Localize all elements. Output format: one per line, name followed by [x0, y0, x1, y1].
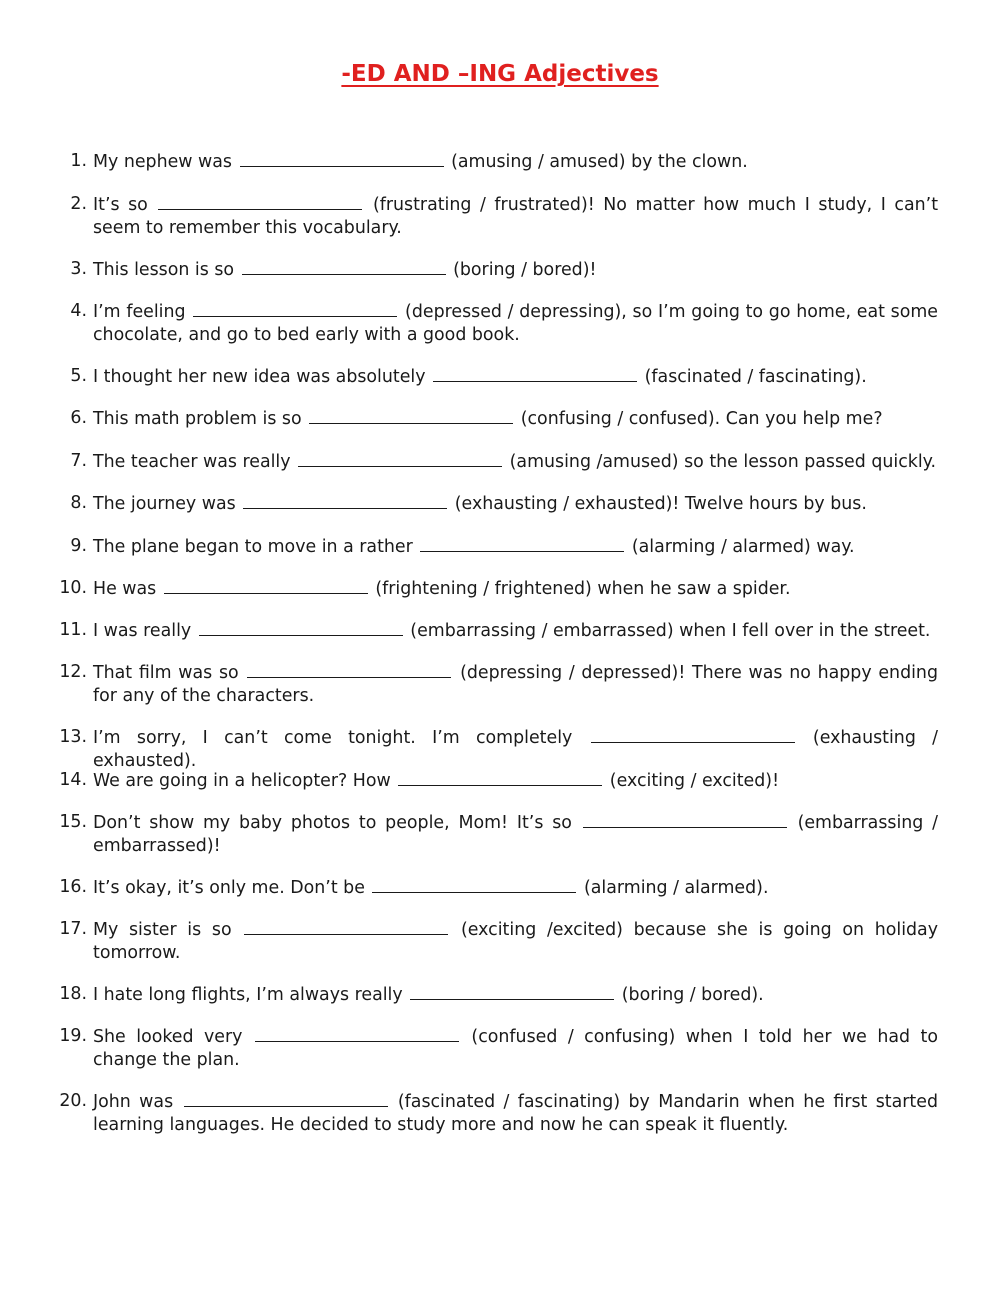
item-text-after: (embarrassing / embarrassed) when I fell over in the street. [410, 621, 931, 641]
item-text-after: (fascinated / fascinating). [644, 367, 867, 387]
exercise-item [70, 150, 938, 174]
item-text-after: (frightening / frightened) when he saw a spider. [375, 579, 791, 599]
item-text-after: (depressing / depressed)! There was no happy ending for any of the characters. [93, 663, 938, 706]
item-text-before: We are going in a helicopter? How [93, 771, 391, 791]
item-number: 6. [70, 408, 87, 428]
item-number: 17. [59, 919, 87, 939]
answer-blank[interactable] [164, 577, 368, 594]
item-text-after: (alarming / alarmed) way. [631, 537, 855, 557]
exercise-item [59, 983, 938, 1007]
answer-blank[interactable] [410, 983, 614, 1000]
exercise-item [59, 661, 938, 708]
exercise-item [70, 535, 938, 559]
answer-blank[interactable] [255, 1025, 459, 1042]
answer-blank[interactable] [298, 450, 502, 467]
exercise-item [59, 876, 938, 900]
item-text-before: It’s so [93, 195, 148, 215]
item-text-after: (exhausting / exhausted)! Twelve hours by bus. [454, 494, 867, 514]
exercise-item [59, 577, 938, 601]
item-text-after: (exciting / excited)! [609, 771, 780, 791]
item-number: 10. [59, 578, 87, 598]
answer-blank[interactable] [158, 193, 362, 210]
exercise-item [70, 492, 938, 516]
answer-blank[interactable] [372, 876, 576, 893]
item-text-after: (amusing /amused) so the lesson passed quickly. [509, 452, 937, 472]
answer-blank[interactable] [420, 535, 624, 552]
item-text-after: (confusing / confused). Can you help me? [520, 409, 883, 429]
item-text-before: This lesson is so [93, 260, 235, 280]
item-text-before: It’s okay, it’s only me. Don’t be [93, 878, 365, 898]
item-text-before: I thought her new idea was absolutely [93, 367, 426, 387]
answer-blank[interactable] [242, 258, 446, 275]
item-text-before: This math problem is so [93, 409, 302, 429]
answer-blank[interactable] [247, 661, 451, 678]
item-number: 5. [70, 366, 87, 386]
answer-blank[interactable] [240, 150, 444, 167]
answer-blank[interactable] [244, 918, 448, 935]
worksheet-title-text: -ED AND –ING Adjectives [341, 61, 659, 87]
item-number: 16. [59, 877, 87, 897]
item-number: 19. [59, 1026, 87, 1046]
item-number: 2. [70, 194, 87, 214]
exercise-item [70, 193, 939, 240]
answer-blank[interactable] [199, 619, 403, 636]
item-number: 20. [59, 1091, 87, 1111]
item-number: 9. [70, 536, 87, 556]
item-text-after: (confused / confusing) when I told her we had to change the plan. [93, 1027, 939, 1070]
item-text-before: My nephew was [93, 152, 232, 172]
exercise-item [70, 300, 939, 347]
item-text-after: (alarming / alarmed). [583, 878, 769, 898]
item-text-before: He was [93, 579, 157, 599]
exercise-item [59, 811, 939, 858]
exercise-item [70, 365, 938, 389]
answer-blank[interactable] [583, 811, 787, 828]
exercise-item [59, 918, 939, 965]
item-text-before: That film was so [93, 663, 239, 683]
exercise-item [70, 258, 938, 282]
exercise-item [70, 407, 938, 431]
exercise-item [59, 1090, 938, 1137]
item-number: 18. [59, 984, 87, 1004]
item-number: 8. [70, 493, 87, 513]
item-text-after: (exhausting / exhausted). [93, 728, 939, 771]
answer-blank[interactable] [433, 365, 637, 382]
answer-blank[interactable] [243, 492, 447, 509]
exercise-item [59, 1025, 939, 1072]
item-text-before: She looked very [93, 1027, 243, 1047]
item-text-after: (fascinated / fascinating) by Mandarin when he first started learning languages. He decided to study more and now he can speak it fluently. [93, 1092, 938, 1135]
item-number: 14. [59, 770, 87, 790]
answer-blank[interactable] [398, 769, 602, 786]
item-text-after: (depressed / depressing), so I’m going to go home, eat some chocolate, and go to bed early with a good book. [93, 302, 939, 345]
item-text-after: (amusing / amused) by the clown. [451, 152, 748, 172]
item-text-before: I was really [93, 621, 192, 641]
exercise-item [70, 450, 938, 474]
item-text-after: (frustrating / frustrated)! No matter how much I study, I can’t seem to remember this vocabulary. [93, 195, 939, 238]
item-number: 1. [70, 151, 87, 171]
item-text-before: I hate long flights, I’m always really [93, 985, 403, 1005]
item-text-after: (exciting /excited) because she is going on holiday tomorrow. [93, 920, 939, 963]
item-text-after: (embarrassing / embarrassed)! [93, 813, 939, 856]
item-number: 4. [70, 301, 87, 321]
item-text-before: I’m feeling [93, 302, 186, 322]
answer-blank[interactable] [591, 726, 795, 743]
item-text-before: The plane began to move in a rather [93, 537, 413, 557]
item-text-after: (boring / bored). [621, 985, 764, 1005]
item-text-before: My sister is so [93, 920, 232, 940]
item-text-before: The journey was [93, 494, 236, 514]
exercise-item [59, 726, 939, 773]
answer-blank[interactable] [184, 1090, 388, 1107]
item-number: 3. [70, 259, 87, 279]
item-text-before: Don’t show my baby photos to people, Mom! It’s so [93, 813, 572, 833]
item-number: 12. [59, 662, 87, 682]
item-number: 13. [59, 727, 87, 747]
item-number: 15. [59, 812, 87, 832]
item-text-before: The teacher was really [93, 452, 291, 472]
answer-blank[interactable] [193, 300, 397, 317]
item-number: 7. [70, 451, 87, 471]
item-number: 11. [59, 620, 87, 640]
answer-blank[interactable] [309, 407, 513, 424]
item-text-before: John was [93, 1092, 174, 1112]
exercise-item [59, 769, 938, 793]
item-text-before: I’m sorry, I can’t come tonight. I’m completely [93, 728, 573, 748]
exercise-item [59, 619, 938, 643]
item-text-after: (boring / bored)! [453, 260, 597, 280]
